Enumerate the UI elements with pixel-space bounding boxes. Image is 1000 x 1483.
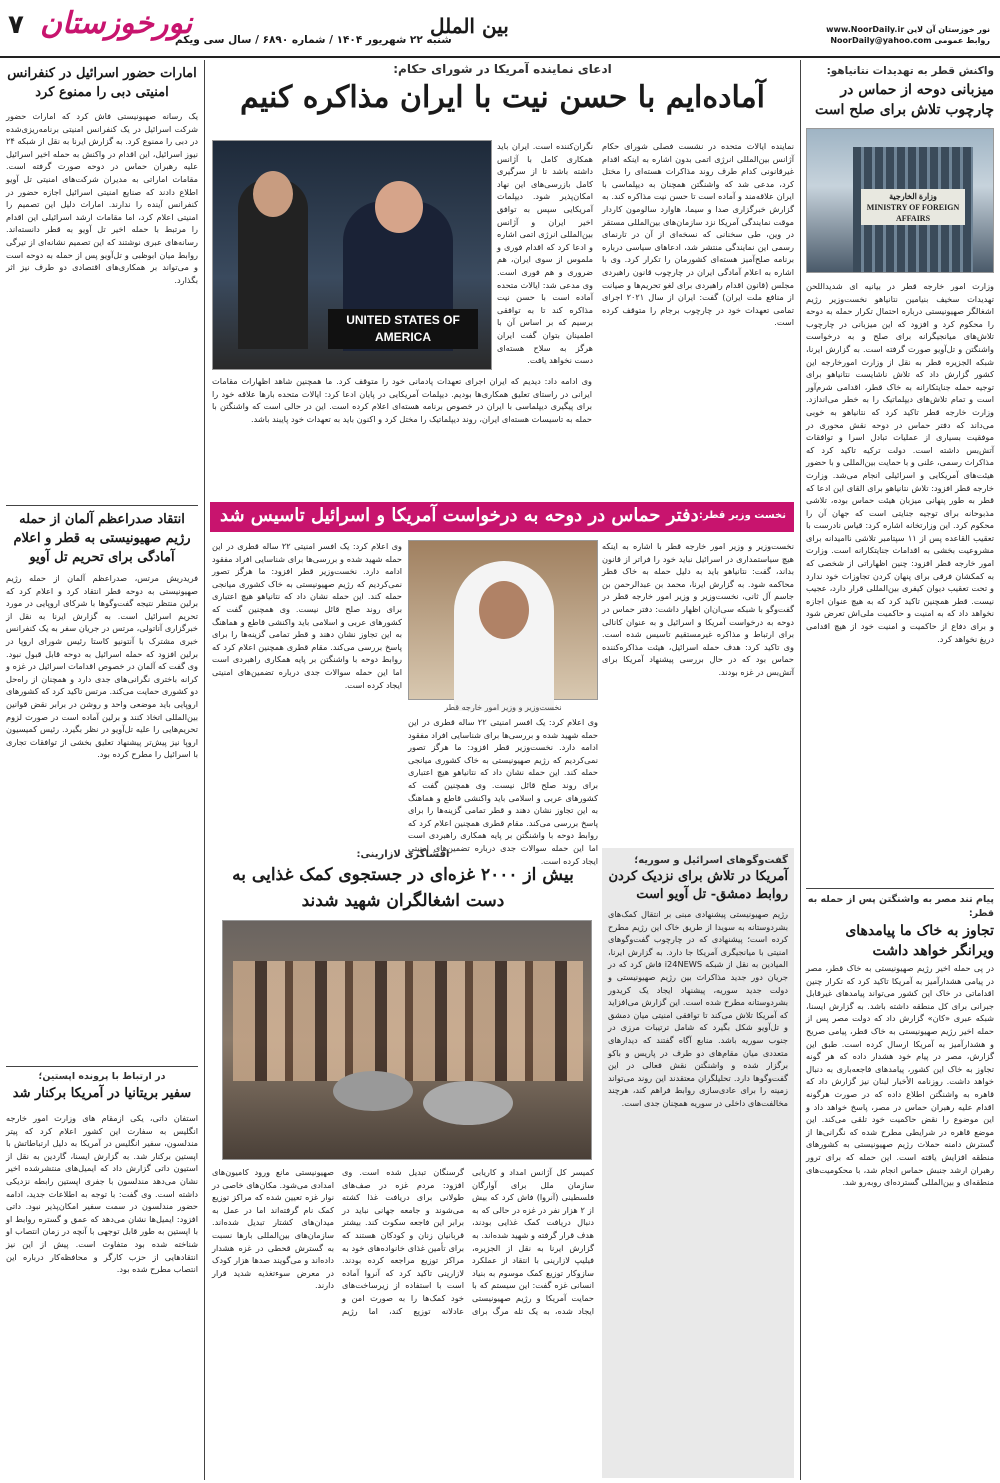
dateline: شنبه ۲۲ شهریور ۱۴۰۴ / شماره ۶۸۹۰ / سال سی ویکم bbox=[175, 34, 452, 46]
cooking-pot bbox=[333, 1071, 413, 1111]
main-article-header bbox=[210, 62, 795, 120]
article-kicker: پیام تند مصر به واشنگتن پس از حمله به قطر: bbox=[807, 894, 994, 919]
article-title: تجاوز به خاک ما پیامدهای ویرانگر خواهد داشت bbox=[845, 923, 994, 959]
article-title: انتقاد صدراعظم آلمان از حمله رژیم صهیونیستی به قطر و اعلام آمادگی برای تحریم تل آویو bbox=[13, 512, 191, 565]
article-title: میزبانی دوحه از حماس در چارچوب تلاش برای صلح است bbox=[815, 82, 994, 118]
gaza-photo bbox=[222, 920, 592, 1160]
syria-box bbox=[602, 848, 794, 1478]
article-kicker: واکنش قطر به تهدیدات نتانیاهو: bbox=[826, 65, 994, 77]
article-body: رژیم صهیونیستی پیشنهادی مبنی بر انتقال کمک‌های بشردوستانه به سویدا از طریق خاک این رژیم مطرح کرده است؛ پیشنهادی که در چارچوب گفت‌وگوهای امنیتی با میانجیگری آمریکا جا دارد. به گزارش ایرنا، المیادین به نقل از شبکه i24NEWS فاش کرد که در جریان دور جدید مذاکرات بین رژیم صهیونیستی و دولت جدید سوریه، پیشنهاد ایجاد یک کریدور بشردوستانه مطرح شده است. این گزارش می‌افزاید که آمریکا تلاش می‌کند تا توافقی امنیتی میان دمشق و تل‌آویو شکل بگیرد که شامل ترتیبات مرزی در جنوب سوریه باشد. منابع آگاه گفتند که دیدارهای متعددی میان مقام‌های دو طرف در پاریس و باکو برگزار شده و واشنگتن نقش فعالی در این گفت‌وگوها دارد. تحلیلگران معتقدند این روند می‌تواند زمینه را برای عادی‌سازی روابط فراهم کند، هرچند مخالفت‌های داخلی در سوریه همچنان جدی است. bbox=[608, 909, 788, 1108]
site-line: نور خوزستان آن لاین www.NoorDaily.ir bbox=[826, 25, 990, 34]
article-body: وزارت امور خارجه قطر در بیانیه ای شدیداللحن تهدیدات سخیف بنیامین نتانیاهو نخست‌وزیر رژیم اشغالگر صهیونیستی درباره احتمال تکرار حمله به دوحه را محکوم کرد و افزود که این میزبانی در چارچوب تلاش‌های میانجیگرانه برای صلح و به درخواست واشنگتن و تل‌آویو صورت گرفته است. به گزارش ایرنا، شبکه الجزیره قطر به نقل از وزارت امورخارجه این کشور گزارش داد که تلاش ناشایست نتانیاهو برای توجیه حمله جنایتکارانه به خاک قطر، اقدامی شرم‌آور است و تمام تلاش‌های دیپلماتیک را به خطر می‌اندازد. وزارت خارجه قطر تاکید کرد که نتانیاهو به خوبی می‌داند که دفتر حماس در دوحه نقش محوری در موفقیت بسیاری از عملیات تبادل اسرا و توافقات آتش‌بس داشته است. دولت ترکیه تاکید کرد که مذاکرات رسمی‌، علنی و با حمایت بین‌المللی و با حضور هیئت‌های آمریکایی و اسرائیلی انجام می‌شد. وزارت خارجه قطر افزود: تلاش نتانیاهو برای القای این ادعا که قطر به طور پنهانی میزبان هیئت حماس بوده، تلاشی مذبوحانه برای توجیه جنایتی است که جهان آن را محکوم کرد. این وزارتخانه اشاره کرد: قیاس نادرست با تعقیب القاعده پس از ۱۱ سپتامبر تلاشی ناامیدانه برای مشروعیت بخشی به اقدامات جنایتکارانه است. وزارت امور خارجه قطر افزود: چنین اظهاراتی از شخصی که به کمکشان فرقی برای پنهان کردن تجاوزات خود ندارد و تحت تعقیب دیوان کیفری بین‌المللی قرار دارد، عجیب نیست. قطر همچنین تاکید کرد که به هیچ عنوان اجازه نخواهد داد که به امنیت و حاکمیت ملی‌اش تعرض شود و برای دفاع از حاکمیت و امنیت خود از هیچ اقدامی دریغ نخواهد کرد. bbox=[806, 281, 994, 644]
article-body: وی ادامه داد: دیدیم که ایران اجرای تعهدات پادمانی خود را متوقف کرد. ما همچنین شاهد اظهارات مقامات ایرانی در راستای تعلیق همکاری‌ها بودیم. دیپلمات آمریکایی در پایان ادعا کرد: ایالات متحده بارها علاقه خود را برای پیگیری دیپلماسی با ایران در خصوص برنامه هسته‌ای اعلام کرده است. این در حالی است که واشنگتن با حمله به تاسیسات هسته‌ای ایران، روند دیپلماتیک را مختل کرد و اکنون باید به تعهدات خود پایبند باشد. bbox=[212, 376, 592, 424]
article-body: فریدریش مرتس، صدراعظم آلمان از حمله رژیم صهیونیستی به دوحه قطر انتقاد کرد و اعلام کرد که برلین منتظر نتیجه گفت‌وگوها با شرکای اروپایی در مورد تحریم اسرائیل است. به گزارش ایرنا به نقل از خبرگزاری آناتولی، مرتس در جریان سفر به یک کنفرانس خبری مشترک با آنتونیو کاستا رئیس شورای اروپا در برلین افزود که حمله اسرائیل به دوحه قابل قبول نبود. وی گفت که آلمان در خصوص اقدامات اسرائیل در غزه و کرانه باختری نگرانی‌های جدی دارد و همچنان از راه‌حل دو کشوری حمایت می‌کند. مرتس تاکید کرد که کشورهای اروپایی باید موضعی واحد و روشن در برابر نقض قوانین بین‌المللی اتخاذ کنند و برلین آماده است در صورت لزوم تحریم‌هایی را علیه تل‌آویو در نظر بگیرد. رئیس کمیسیون اروپا نیز پیش‌تر پیشنهاد تعلیق بخشی از توافقات تجاری با اسرائیل را مطرح کرده بود. bbox=[6, 573, 198, 760]
photo-caption: نخست‌وزیر و وزیر امور خارجه قطر bbox=[444, 703, 562, 712]
crowd bbox=[233, 961, 583, 1081]
article-title: آماده‌ایم با حسن نیت با ایران مذاکره کنیم bbox=[239, 80, 766, 115]
newspaper-logo: نورخوزستان bbox=[40, 6, 193, 41]
article-body: در پی حمله اخیر رژیم صهیونیستی به خاک قطر، مصر در پیامی هشدارآمیز به آمریکا تاکید کرد که تکرار چنین اقداماتی در خاک این کشور می‌تواند پیامدهای غیرقابل جبرانی برای کل منطقه داشته باشد. به گزارش ایسنا، شبکه عبری «کان» گزارش داد که دولت مصر پس از حمله اخیر رژیم صهیونیستی به خاک قطر، پیامی صریح و هشدارآمیز به آمریکا ارسال کرده است. طبق این گزارش، مصر در پیام خود هشدار داده که هر گونه تجاوز به خاک این کشور، پیامدهای فاجعه‌باری به دنبال خواهد داشت. روزنامه الأخبار لبنان نیز گزارش داد که قاهره به واشنگتن اطلاع داده که در صورت هرگونه اقدام علیه رهبران حماس در مصر، پاسخ خواهد داد و این موضوع را نقض حاکمیت خود تلقی می‌کند. این موضع قاهره در شرایطی مطرح شده که نگرانی‌ها از گسترش دامنه حملات رژیم صهیونیستی به کشورهای منطقه افزایش یافته است. این حمله که برای ترور رهبران ارشد جنبش حماس انجام شد، با محکومیت‌های منطقه‌ای و بین‌المللی گسترده‌ای روبه‌رو شد. bbox=[806, 963, 994, 1188]
section-title: بین الملل bbox=[430, 14, 509, 38]
article-kicker: گفت‌وگوهای اسرائیل و سوریه؛ bbox=[634, 855, 788, 866]
person-right-head bbox=[375, 181, 423, 233]
article-kicker: ادعای نماینده آمریکا در شورای حکام: bbox=[393, 62, 612, 76]
article-body: وی اعلام کرد: یک افسر امنیتی ۲۲ ساله قطری در این حمله شهید شده و بررسی‌ها برای شناسایی افراد مفقود ادامه دارد. نخست‌وزیر قطر افزود: ما هرگز تصور نمی‌کردیم که رژیم صهیونیستی به خاک کشوری میانجی حمله کند. این حمله نشان داد که نتانیاهو هیچ اعتباری برای روند صلح قائل نیست. وی همچنین گفت که کشورهای عربی و اسلامی باید واکنشی قاطع و هماهنگ به این تجاوز نشان دهند و قطر تمامی گزینه‌ها را برای پاسخ بررسی می‌کند. مقام قطری همچنین اعلام کرد که روابط دوحه با واشنگتن بر پایه همکاری راهبردی است اما این حمله سوالات جدی درباره تضمین‌های امنیتی ایجاد کرده است. bbox=[212, 541, 403, 690]
cooking-pot bbox=[423, 1081, 513, 1125]
contact-line: روابط عمومی NoorDaily@yahoo.com bbox=[830, 36, 990, 45]
band-kicker: نخست وزیر قطر: bbox=[698, 510, 786, 521]
article-kicker: در ارتباط با پرونده اپستین؛ bbox=[38, 1071, 166, 1082]
article-body: استفان داتی، یکی ازمقام های وزارت امور خارجه انگلیس به سفارت این کشور اعلام کرد که پیتر مندلسون، سفیر انگلیس در آمریکا به دلیل ارتباطاتش با اپستین برکنار شد. به گزارش ایسنا، گاردین به نقل از استیون داتی گزارش داد که ایمیل‌های منتشرشده اخیر نشان می‌دهد مندلسون با جفری اپستین رابطه نزدیکی داشته است. وی گفت: با توجه به اطلاعات جدید، ادامه حضور مندلسون در سمت سفیر امکان‌پذیر نبود. داتی افزود: ایمیل‌ها نشان می‌دهد که عمق و گستره روابط او با اپستین به طور قابل توجهی با آنچه در زمان انتصاب او شناخته شده بود متفاوت است. پیش از این نیز انتقادهایی از حزب کارگر و محافظه‌کار درباره این انتصاب مطرح شده بود. bbox=[6, 1113, 198, 1275]
column-rule bbox=[204, 60, 205, 1480]
qatar-article bbox=[806, 64, 994, 120]
masthead bbox=[0, 0, 1000, 58]
uk-article bbox=[6, 1070, 198, 1103]
person-face bbox=[479, 581, 529, 639]
article-title: آمریکا در تلاش برای نزدیک کردن روابط دمشق- تل آویو است bbox=[608, 869, 788, 902]
article-body: یک رسانه صهیونیستی فاش کرد که امارات حضور شرکت اسرائیل در یک کنفرانس امنیتی برنامه‌ریزی‌شده در دبی را ممنوع کرد. به گزارش ایرنا به نقل از شبکه ۲۴ نیوز اسرائیل، این اقدام در واکنش به حمله اخیر اسرائیل علیه رهبران حماس در دوحه صورت گرفته است. مقامات اماراتی به مدیران شرکت‌های امنیتی تل آویو اطلاع دادند که صنایع امنیتی اسرائیل اجازه حضور در کنفرانس آینده را ندارند. امارات دلیل این تصمیم را امنیتی اعلام کرد، اما مقامات ارشد اسرائیلی این اقدام را مرتبط با حمله اخیر تل آویو به قطر دانسته‌اند. رسانه‌های عبری نوشتند که این تصمیم نشانه‌ای از تیرگی روابط میان ابوظبی و تل‌آویو پس از حمله به دوحه است و می‌تواند بر همکاری‌های اقتصادی دو طرف نیز اثر بگذارد. bbox=[6, 111, 198, 285]
site-info bbox=[826, 24, 990, 46]
ministry-photo bbox=[806, 128, 994, 273]
us-delegates-photo bbox=[212, 140, 492, 370]
page-number: ۷ bbox=[8, 10, 24, 40]
germany-article bbox=[6, 510, 198, 567]
gaza-article-header bbox=[212, 848, 594, 914]
article-body: نگران‌کننده است. ایران باید همکاری کامل با آژانس داشته باشد تا از سرگیری کامل بازرسی‌های این نهاد امکان‌پذیر شود. دیپلمات آمریکایی سپس به توافق اخیر ایران و آژانس بین‌المللی انرژی اتمی اشاره و ادعا کرد که اقدام فوری و ملموس از سوی ایران، هم ضروری و هم فوری است. وی مدعی شد: ایالات متحده آماده است با حسن نیت مذاکره کند تا به توافقی برسیم که بر اساس آن با اطمینان بتوان گفت ایران هرگز به سلاح هسته‌ای دست نخواهد یافت. bbox=[497, 141, 593, 366]
ministry-sign-ar: وزارة الخارجية bbox=[889, 192, 937, 201]
article-divider bbox=[6, 505, 198, 506]
article-body: نخست‌وزیر و وزیر امور خارجه قطر با اشاره به اینکه هیچ سیاستمداری در اسرائیل نباید خود را فراتر از قانون بداند، گفت: نتانیاهو باید به دلیل حمله به خاک قطر محاکمه شود. به گزارش ایرنا، محمد بن عبدالرحمن بن جاسم آل ثانی، نخست‌وزیر و وزیر امور خارجه قطر در گفت‌وگو با شبکه سی‌ان‌ان اظهار داشت: دفتر حماس در دوحه به درخواست آمریکا و اسرائیل و به عنوان کانالی برای ارتباط و مذاکره غیرمستقیم تاسیس شده است. وی تاکید کرد: هدف حمله اسرائیل، هیئت مذاکره‌کننده حماس بود که در حال بررسی پیشنهاد آمریکا برای آتش‌بس در غزه بودند. bbox=[602, 541, 794, 677]
nameplate: UNITED STATES OF AMERICA bbox=[328, 309, 478, 349]
headline-band bbox=[210, 502, 794, 532]
article-body: نماینده ایالات متحده در نشست فصلی شورای حکام آژانس بین‌المللی انرژی اتمی بدون اشاره به اینکه اقدام غیرقانونی کدام طرف روند مذاکرات هسته‌ای را مختل کرد، مدعی شد که واشنگتن همچنان به دیپلماسی با ایران علاقه‌مند و آماده است تا حسن نیت مذاکره کند. به گزارش خبرگزاری صدا و سیما، هاوارد سالومون کاردار موقت نمایندگی آمریکا نزد سازمان‌های بین‌المللی مستقر در وین، طی سخنانی که نسخه‌ای از آن در تارنمای رسمی این نمایندگی منتشر شد، ادعاهای سیاسی درباره برنامه صلح‌آمیز هسته‌ای کشورمان را تکرار کرد. وی با اشاره به اعلام آمادگی ایران در چارچوب قانون راهبردی مجلس (قانون اقدام راهبردی برای لغو تحریم‌ها و صیانت از منافع ملت ایران) گفت: ایران از سال ۲۰۲۱ اجرای تمامی تعهدات خود در چارچوب برجام را متوقف کرده است. bbox=[602, 141, 794, 328]
article-title: امارات حضور اسرائیل در کنفرانس امنیتی دبی را ممنوع کرد bbox=[7, 66, 197, 100]
article-body: کمیسر کل آژانس امداد و کاریابی سازمان ملل برای آوارگان فلسطینی (آنروا) فاش کرد که بیش از ۲ هزار نفر در غزه در حالی که به دنبال دریافت کمک غذایی بودند، هدف قرار گرفته و شهید شده‌اند. به گزارش ایرنا به نقل از الجزیره، فیلیپ لازارینی با انتقاد از عملکرد سازوکار توزیع کمک موسوم به بنیاد انسانی غزه گفت: این سیستم که با حمایت آمریکا و رژیم صهیونیستی ایجاد شده، به یک تله مرگ برای گرسنگان تبدیل شده است. وی افزود: مردم غزه در صف‌های طولانی برای دریافت غذا کشته می‌شوند و جامعه جهانی نباید در برابر این فاجعه سکوت کند. بیشتر قربانیان زنان و کودکان هستند که برای تأمین غذای خانواده‌های خود به مراکز توزیع مراجعه کرده بودند. لازارینی تاکید کرد که آنروا آماده است با استفاده از زیرساخت‌های خود کمک‌ها را به صورت امن و عادلانه توزیع کند، اما رژیم صهیونیستی مانع ورود کامیون‌های امدادی می‌شود. مکان‌های خاصی در نوار غزه تعیین شده که مراکز توزیع کمک نام گرفته‌اند اما در عمل به میدان‌های کشتار تبدیل شده‌اند. سازمان‌های بین‌المللی بارها نسبت به گسترش قحطی در غزه هشدار داده‌اند و می‌گویند صدها هزار کودک در معرض سوءتغذیه شدید قرار دارند. bbox=[212, 1167, 594, 1316]
article-divider bbox=[6, 1066, 198, 1067]
column-rule bbox=[800, 60, 801, 1480]
article-title: بیش از ۲۰۰۰ غزه‌ای در جستجوی کمک غذایی به دست اشغالگران شهید شدند bbox=[232, 865, 574, 911]
uae-article bbox=[6, 64, 198, 102]
qatar-pm-photo bbox=[408, 540, 598, 700]
band-title: دفتر حماس در دوحه به درخواست آمریکا و اسرائیل تاسیس شد bbox=[220, 505, 699, 526]
article-body: وی اعلام کرد: یک افسر امنیتی ۲۲ ساله قطری در این حمله شهید شده و بررسی‌ها برای شناسایی افراد مفقود ادامه دارد. نخست‌وزیر قطر افزود: ما هرگز تصور نمی‌کردیم که رژیم صهیونیستی به خاک کشوری میانجی حمله کند. این حمله نشان داد که نتانیاهو هیچ اعتباری برای روند صلح قائل نیست. وی همچنین گفت که کشورهای عربی و اسلامی باید واکنشی قاطع و هماهنگ به این تجاوز نشان دهند و قطر تمامی گزینه‌ها را برای پاسخ بررسی می‌کند. مقام قطری همچنین اعلام کرد که روابط دوحه با واشنگتن بر پایه همکاری راهبردی است اما این حمله سوالات جدی درباره تضمین‌های امنیتی ایجاد کرده است. bbox=[408, 717, 599, 866]
egypt-article bbox=[806, 893, 994, 961]
article-title: سفیر بریتانیا در آمریکا برکنار شد bbox=[12, 1086, 192, 1101]
article-kicker: افشاگری لازارینی: bbox=[356, 849, 450, 860]
person-left-head bbox=[253, 171, 293, 217]
article-divider bbox=[806, 888, 994, 889]
ministry-sign-en: MINISTRY OF FOREIGN AFFAIRS bbox=[866, 203, 960, 223]
ministry-sign bbox=[861, 189, 965, 225]
